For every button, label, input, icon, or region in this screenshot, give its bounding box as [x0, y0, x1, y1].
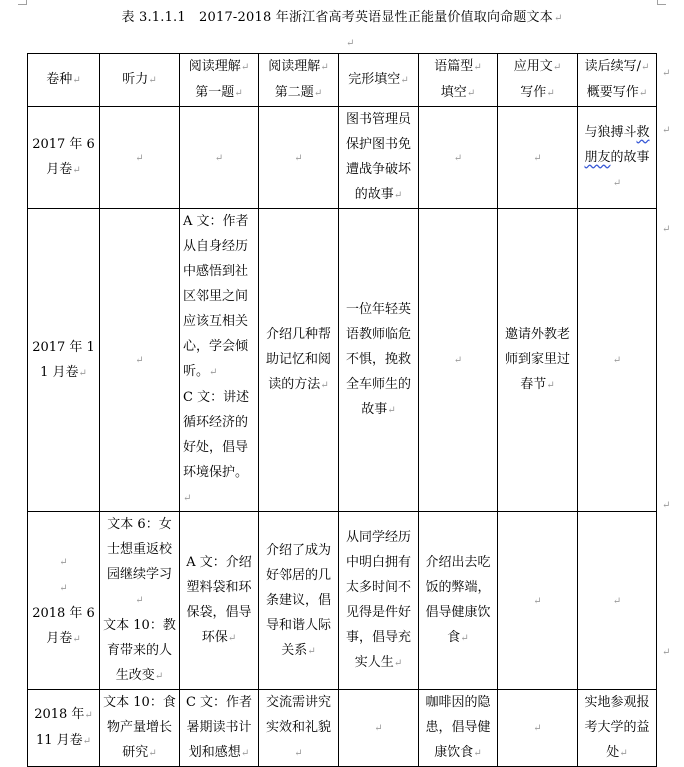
- cell-cloze: ↵: [339, 690, 419, 767]
- page-corner-mark-left: [18, 0, 27, 5]
- cell-reading-1: C 文：作者暑期读书计划和感想↵: [180, 690, 259, 767]
- cell-continuation-writing: 与狼搏斗救朋友的故事↵: [578, 107, 657, 209]
- table-caption-text: 表 3.1.1.1 2017-2018 年浙江省高考英语显性正能量价值取向命题文本: [121, 10, 553, 25]
- row-end-mark-icon: ↵: [662, 647, 671, 658]
- cell-listening: ↵: [100, 209, 180, 512]
- value-orientation-table: [27, 53, 657, 767]
- cell-listening: 文本 10：食物产量增长研究↵: [100, 690, 180, 767]
- row-end-mark-icon: ↵: [662, 224, 671, 235]
- cell-practical-writing: 邀请外教老师到家里过春节↵: [498, 209, 578, 512]
- header-practical-writing: 应用文↵ 写作↵: [498, 54, 578, 107]
- table-caption: [0, 7, 684, 30]
- header-text-fill: 语篇型↵ 填空↵: [419, 54, 498, 107]
- cell-continuation-writing: ↵: [578, 209, 657, 512]
- cell-exam: 2017 年 11 月卷↵: [28, 209, 100, 512]
- cell-reading-1: A 文：介绍塑料袋和环保袋，倡导环保↵: [180, 512, 259, 690]
- cell-text-fill: 介绍出去吃饭的弊端，倡导健康饮食↵: [419, 512, 498, 690]
- cell-text-fill: ↵: [419, 209, 498, 512]
- row-end-mark-icon: ↵: [662, 68, 671, 79]
- row-end-mark-icon: ↵: [662, 125, 671, 136]
- cell-reading-1: A 文：作者从自身经历中感悟到社区邻里之间应该互相关心，学会倾听。↵ C 文：讲述循环经济的好处，倡导环境保护。↵: [180, 209, 259, 512]
- cell-reading-2: ↵: [259, 107, 339, 209]
- cell-cloze: 一位年轻英语教师临危不惧，挽救全车师生的故事↵: [339, 209, 419, 512]
- table-row: [28, 512, 657, 690]
- header-row: [28, 54, 657, 107]
- cell-text-fill: 咖啡因的隐患，倡导健康饮食↵: [419, 690, 498, 767]
- cell-exam: ↵ ↵ 2018 年 6 月卷↵: [28, 512, 100, 690]
- cell-reading-1: ↵: [180, 107, 259, 209]
- cell-reading-2: 交流需讲究实效和礼貌↵: [259, 690, 339, 767]
- header-reading-1: 阅读理解↵ 第一题↵: [180, 54, 259, 107]
- cell-practical-writing: ↵: [498, 690, 578, 767]
- table-row: [28, 690, 657, 767]
- header-continuation-writing: 读后续写/↵ 概要写作↵: [578, 54, 657, 107]
- empty-paragraph-mark-icon: ↵: [346, 38, 355, 49]
- cell-exam: 2018 年↵ 11 月卷↵: [28, 690, 100, 767]
- row-end-mark-icon: ↵: [662, 500, 671, 511]
- cell-listening: ↵: [100, 107, 180, 209]
- cell-practical-writing: ↵: [498, 512, 578, 690]
- cell-listening: 文本 6：女士想重返校园继续学习↵ 文本 10：教育带来的人生改变↵: [100, 512, 180, 690]
- header-reading-2: 阅读理解↵ 第二题↵: [259, 54, 339, 107]
- cell-cloze: 从同学经历中明白拥有太多时间不见得是件好事，倡导充实人生↵: [339, 512, 419, 690]
- cell-exam: 2017 年 6 月卷↵: [28, 107, 100, 209]
- header-listening: 听力↵: [100, 54, 180, 107]
- cell-cloze: 图书管理员保护图书免遭战争破坏的故事↵: [339, 107, 419, 209]
- paragraph-mark-icon: ↵: [553, 13, 563, 24]
- table-row: [28, 209, 657, 512]
- page-corner-mark-right: [657, 0, 666, 5]
- header-exam-type: 卷种↵: [28, 54, 100, 107]
- table-row: [28, 107, 657, 209]
- cell-text-fill: ↵: [419, 107, 498, 209]
- cell-reading-2: 介绍了成为好邻居的几条建议，倡导和谐人际关系↵: [259, 512, 339, 690]
- cell-reading-2: 介绍几种帮助记忆和阅读的方法↵: [259, 209, 339, 512]
- spellcheck-underline: 救朋友: [584, 124, 650, 165]
- header-cloze: 完形填空↵: [339, 54, 419, 107]
- cell-continuation-writing: 实地参观报考大学的益处↵: [578, 690, 657, 767]
- cell-practical-writing: ↵: [498, 107, 578, 209]
- cell-continuation-writing: ↵: [578, 512, 657, 690]
